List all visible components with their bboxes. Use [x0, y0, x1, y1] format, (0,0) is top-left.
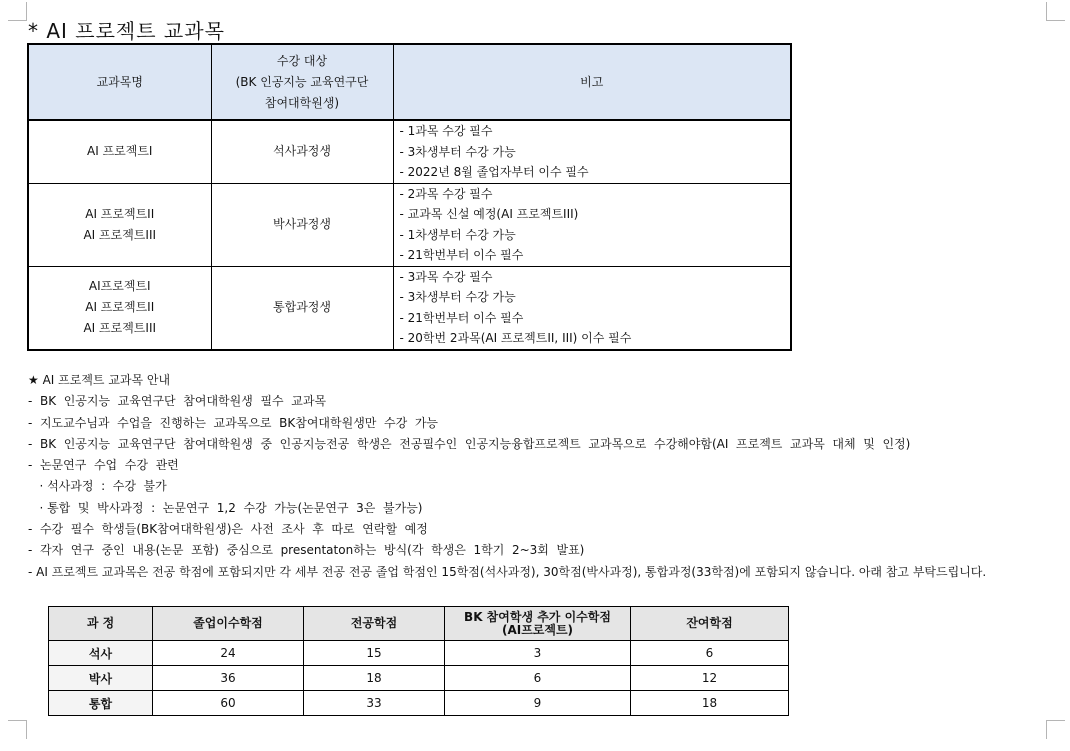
- notes-cell: [393, 183, 791, 266]
- credit-program-cell: 석사: [49, 641, 153, 666]
- note-item: - 20학번 2과목(AI 프로젝트II, III) 이수 필수: [400, 328, 791, 349]
- credit-row: [49, 666, 789, 691]
- credit-value-cell: 6: [631, 641, 789, 666]
- credit-program-cell: 박사: [49, 666, 153, 691]
- guide-line: · 석사과정 : 수강 불가: [28, 479, 167, 494]
- target-cell: 통합과정생: [211, 266, 393, 350]
- course-name: AI 프로젝트I: [87, 144, 153, 159]
- note-item: - 2022년 8월 졸업자부터 이수 필수: [400, 162, 791, 183]
- notes-cell: [393, 266, 791, 350]
- page-corner-mark: [8, 2, 27, 21]
- guide-title: ★ AI 프로젝트 교과목 안내: [28, 373, 171, 387]
- course-name: AI프로젝트I: [88, 279, 151, 293]
- course-table: [27, 43, 792, 351]
- credit-value-cell: 24: [153, 641, 304, 666]
- note-item: - 2과목 수강 필수: [400, 184, 791, 205]
- note-item: - 1차생부터 수강 가능: [400, 225, 791, 246]
- note-item: - 3과목 수강 필수: [400, 267, 791, 288]
- course-name-cell: [28, 183, 211, 266]
- page-heading: * AI 프로젝트 교과목: [28, 19, 225, 43]
- credit-value-cell: 33: [304, 691, 445, 716]
- credit-header-cell: 잔여학점: [631, 607, 789, 641]
- credit-value-cell: 3: [445, 641, 631, 666]
- header-course-name: 교과목명: [28, 44, 211, 120]
- guide-section: [28, 370, 1053, 583]
- course-name-cell: [28, 120, 211, 183]
- course-name-cell: [28, 266, 211, 350]
- page-corner-mark: [1046, 2, 1065, 21]
- course-name: AI 프로젝트II: [85, 300, 155, 314]
- course-row: [28, 183, 791, 266]
- guide-line: - 수강 필수 학생들(BK참여대학원생)은 사전 조사 후 따로 연락할 예정: [28, 522, 428, 537]
- credit-table: [48, 606, 789, 716]
- credit-value-cell: 12: [631, 666, 789, 691]
- credit-header-cell: BK 참여학생 추가 이수학점 (AI프로젝트): [445, 607, 631, 641]
- credit-header-cell: 졸업이수학점: [153, 607, 304, 641]
- credit-value-cell: 6: [445, 666, 631, 691]
- credit-header-cell: 전공학점: [304, 607, 445, 641]
- guide-line: · 통합 및 박사과정 : 논문연구 1,2 수강 가능(논문연구 3은 불가능): [28, 500, 423, 515]
- credit-value-cell: 60: [153, 691, 304, 716]
- target-cell: 석사과정생: [211, 120, 393, 183]
- note-item: - 21학번부터 이수 필수: [400, 245, 791, 266]
- credit-header-cell: 과 정: [49, 607, 153, 641]
- credit-value-cell: 18: [304, 666, 445, 691]
- target-cell: 박사과정생: [211, 183, 393, 266]
- note-item: - 3차생부터 수강 가능: [400, 287, 791, 308]
- guide-line: - BK 인공지능 교육연구단 참여대학원생 중 인공지능전공 학생은 전공필수인 인공지능융합프로젝트 교과목으로 수강해야함(AI 프로젝트 교과목 대체 및 인정): [28, 436, 911, 451]
- credit-value-cell: 15: [304, 641, 445, 666]
- note-item: - 교과목 신설 예정(AI 프로젝트III): [400, 204, 791, 225]
- course-name: AI 프로젝트III: [83, 321, 157, 335]
- guide-line: - 각자 연구 중인 내용(논문 포함) 중심으로 presentaton하는 방식(각 학생은 1학기 2~3회 발표): [28, 543, 585, 558]
- credit-row: [49, 691, 789, 716]
- notes-cell: [393, 120, 791, 183]
- course-row: [28, 120, 791, 183]
- credit-value-cell: 9: [445, 691, 631, 716]
- note-item: - 3차생부터 수강 가능: [400, 142, 791, 163]
- credit-value-cell: 36: [153, 666, 304, 691]
- guide-line: - 지도교수님과 수업을 진행하는 교과목으로 BK참여대학원생만 수강 가능: [28, 415, 439, 430]
- header-notes: 비고: [393, 44, 791, 120]
- guide-last-paragraph: - AI 프로젝트 교과목은 전공 학점에 포함되지만 각 세부 전공 전공 졸업 학점인 15학점(석사과정), 30학점(박사과정), 통합과정(33학점)에 포함되지 않습니다. 아래 참고 부탁드립니다.: [28, 564, 987, 579]
- header-target: 수강 대상 (BK 인공지능 교육연구단 참여대학원생): [211, 44, 393, 120]
- course-name: AI 프로젝트III: [83, 227, 157, 242]
- page-corner-mark: [8, 720, 27, 739]
- course-table-header-row: [28, 44, 791, 120]
- guide-line: - BK 인공지능 교육연구단 참여대학원생 필수 교과목: [28, 394, 327, 409]
- credit-row: [49, 641, 789, 666]
- course-name: AI 프로젝트II: [85, 206, 155, 221]
- credit-value-cell: 18: [631, 691, 789, 716]
- note-item: - 21학번부터 이수 필수: [400, 308, 791, 329]
- note-item: - 1과목 수강 필수: [400, 121, 791, 142]
- guide-line: - 논문연구 수업 수강 관련: [28, 458, 179, 473]
- course-row: [28, 266, 791, 350]
- credit-table-header-row: [49, 607, 789, 641]
- page-corner-mark: [1046, 720, 1065, 739]
- credit-program-cell: 통합: [49, 691, 153, 716]
